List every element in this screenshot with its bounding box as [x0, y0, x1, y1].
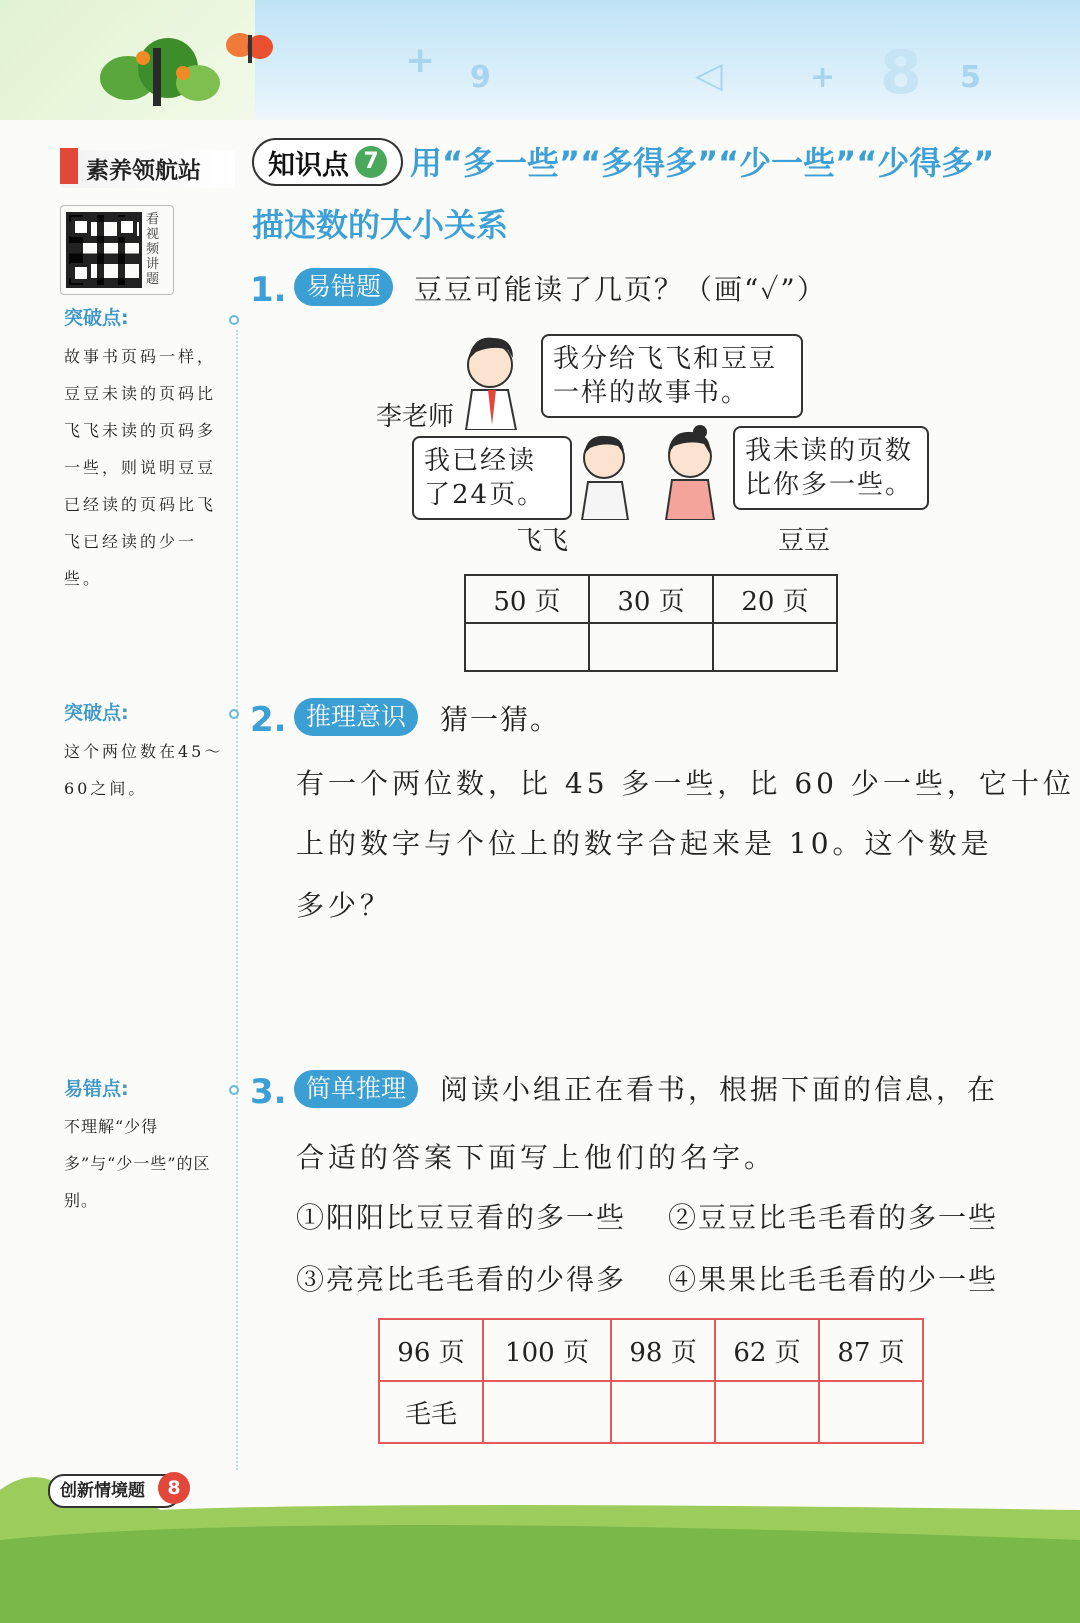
- teacher-figure-icon: [458, 330, 528, 430]
- plus-symbol-icon: +: [405, 40, 436, 81]
- feifei-bubble-line2: 了24页。: [424, 480, 546, 510]
- knowledge-point-label: 知识点: [268, 149, 349, 181]
- question-2-tag: 推理意识: [294, 698, 418, 736]
- sidebar-dot-1: [229, 315, 239, 325]
- note-body-1: 故事书页码一样，豆豆未读的页码比飞飞未读的页码多一些，则说明豆豆已经读的页码比飞飞已经读的少一些。: [64, 347, 217, 588]
- question-2-line3: 多少？: [296, 889, 393, 922]
- qr-code-icon[interactable]: [66, 212, 142, 288]
- question-1-tag: 易错题: [294, 268, 393, 306]
- doudou-figure-icon: [652, 424, 727, 520]
- pages-cell: 98 页: [611, 1319, 715, 1381]
- question-3-clue3: ③亮亮比毛毛看的少得多: [296, 1263, 627, 1296]
- pages-cell: 62 页: [715, 1319, 819, 1381]
- pages-cell: 87 页: [819, 1319, 923, 1381]
- option-cell: 30 页: [589, 575, 713, 623]
- name-cell[interactable]: 毛毛: [379, 1381, 483, 1443]
- plus-small-symbol-icon: +: [810, 60, 836, 95]
- page-number: 8: [158, 1472, 190, 1504]
- doudou-bubble-line1: 我未读的页数: [745, 436, 914, 466]
- qr-label: 看视频讲题: [146, 212, 160, 287]
- teacher-bubble-line2: 一样的故事书。: [553, 378, 750, 408]
- question-1-number: 1.: [250, 270, 287, 310]
- question-3-line2: 合适的答案下面写上他们的名字。: [296, 1141, 777, 1174]
- name-cell[interactable]: [611, 1381, 715, 1443]
- question-2-number: 2.: [250, 700, 287, 740]
- question-3-tag: 简单推理: [294, 1070, 418, 1108]
- digit-eight-symbol-icon: 8: [880, 38, 922, 108]
- knowledge-title-line1: 用“多一些”“多得多”“少一些”“少得多”: [410, 144, 995, 182]
- doudou-name: 豆豆: [778, 526, 831, 556]
- question-3-pages-table: [378, 1318, 924, 1444]
- name-cell[interactable]: [715, 1381, 819, 1443]
- option-cell: 50 页: [465, 575, 589, 623]
- knowledge-title-line2: 描述数的大小关系: [252, 206, 509, 244]
- feifei-figure-icon: [572, 428, 642, 520]
- note-body-3: 不理解“少得多”与“少一些”的区别。: [64, 1117, 211, 1210]
- feifei-name: 飞飞: [516, 526, 569, 556]
- answer-cell[interactable]: [465, 623, 589, 671]
- teacher-name: 李老师: [376, 402, 455, 432]
- station-title: 素养领航站: [86, 158, 201, 184]
- sidebar-dot-2: [229, 709, 239, 719]
- name-cell[interactable]: [483, 1381, 611, 1443]
- knowledge-point-badge: [252, 138, 403, 186]
- teacher-speech-bubble: [541, 334, 803, 418]
- feifei-bubble-line1: 我已经读: [424, 446, 537, 476]
- question-3-text: 阅读小组正在看书，根据下面的信息，在: [440, 1073, 999, 1106]
- pages-cell: 100 页: [483, 1319, 611, 1381]
- question-1-text: 豆豆可能读了几页？（画“✓”）: [414, 273, 827, 306]
- note-heading-2: 突破点:: [64, 702, 129, 724]
- feifei-speech-bubble: [412, 436, 572, 520]
- triangle-symbol-icon: ◁: [695, 55, 723, 96]
- question-3-clue4: ④果果比毛毛看的少一些: [668, 1263, 999, 1296]
- plant-decoration-icon: [98, 28, 228, 108]
- lighthouse-icon: [60, 148, 78, 184]
- note-heading-3: 易错点:: [64, 1078, 129, 1100]
- teacher-bubble-line1: 我分给飞飞和豆豆: [553, 344, 778, 374]
- question-3-clue1: ①阳阳比豆豆看的多一些: [296, 1201, 627, 1234]
- question-3-clue2: ②豆豆比毛毛看的多一些: [668, 1201, 999, 1234]
- digit-nine-symbol-icon: 9: [470, 60, 491, 95]
- answer-cell[interactable]: [589, 623, 713, 671]
- sidebar-dot-3: [229, 1085, 239, 1095]
- question-1-options-table: [464, 574, 838, 672]
- question-3-number: 3.: [250, 1072, 287, 1112]
- doudou-speech-bubble: [733, 426, 929, 510]
- option-cell: 20 页: [713, 575, 837, 623]
- digit-five-symbol-icon: 5: [960, 60, 981, 95]
- question-2-line2: 上的数字与个位上的数字合起来是 10。这个数是: [296, 827, 993, 860]
- butterfly-icon: [225, 25, 275, 70]
- sidebar-divider: [236, 330, 238, 1470]
- doudou-bubble-line2: 比你多一些。: [745, 470, 914, 500]
- footer-tag: 创新情境题: [48, 1474, 181, 1508]
- knowledge-point-number: 7: [355, 146, 387, 178]
- question-2-text: 猜一猜。: [440, 703, 561, 736]
- name-cell[interactable]: [819, 1381, 923, 1443]
- answer-cell[interactable]: [713, 623, 837, 671]
- note-body-2: 这个两位数在45～60之间。: [64, 742, 224, 798]
- note-heading-1: 突破点:: [64, 307, 129, 329]
- pages-cell: 96 页: [379, 1319, 483, 1381]
- question-2-line1: 有一个两位数，比 45 多一些，比 60 少一些，它十位: [296, 767, 1075, 800]
